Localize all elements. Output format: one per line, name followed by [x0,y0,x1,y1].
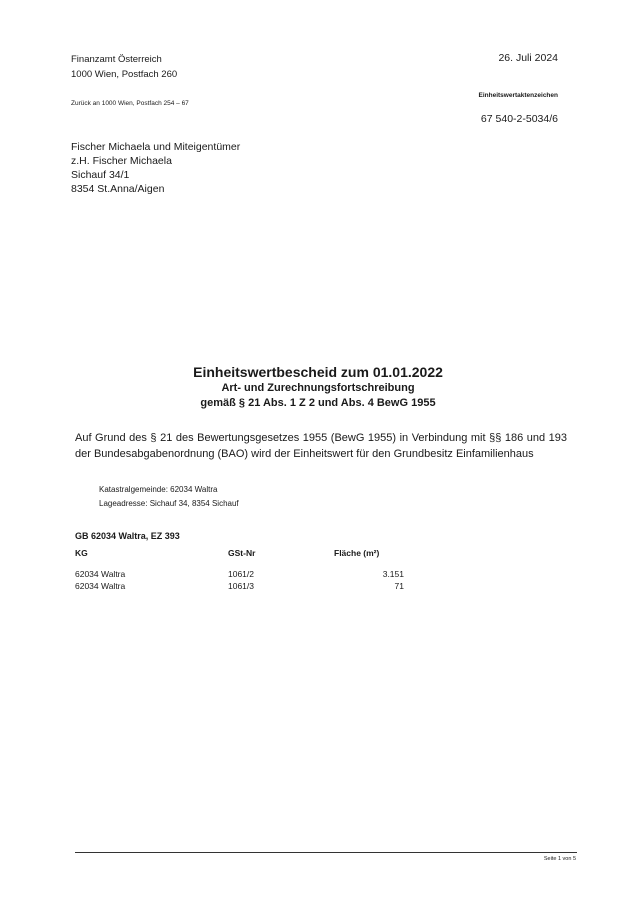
sender-name: Finanzamt Österreich [71,54,162,65]
document-date: 26. Juli 2024 [498,52,558,64]
recipient-line-4: 8354 St.Anna/Aigen [71,183,165,195]
lageadresse: Lageadresse: Sichauf 34, 8354 Sichauf [99,499,239,508]
recipient-line-2: z.H. Fischer Michaela [71,155,172,167]
recipient-line-3: Sichauf 34/1 [71,169,130,181]
column-header-kg: KG [75,547,88,558]
parcel-table [75,546,404,592]
table-row [75,580,404,592]
column-header-gst: GSt-Nr [228,547,256,558]
body-paragraph: Auf Grund des § 21 des Bewertungsgesetzes 1955 (BewG 1955) in Verbindung mit §§ 186 und 193 der Bundesabgabenordnung (BAO) wird der Einheitswert für den Grundbesitz Einfamilienhaus [75,432,567,460]
cell-flaeche: 3.151 [382,569,404,579]
cell-flaeche: 71 [394,581,404,591]
parcel-heading: GB 62034 Waltra, EZ 393 [75,531,180,541]
page-number: Seite 1 von 5 [543,856,576,862]
recipient-block [71,140,240,196]
document-subtitle-1: Art- und Zurechnungsfortschreibung [221,382,415,394]
reference-caption: Einheitswertaktenzeichen [478,92,558,99]
table-row [75,568,404,580]
return-address: Zurück an 1000 Wien, Postfach 254 – 67 [71,100,189,107]
sender-block [71,52,177,82]
document-subtitle-2: gemäß § 21 Abs. 1 Z 2 und Abs. 4 BewG 1955 [200,397,436,409]
cell-kg: 62034 Waltra [75,569,126,579]
katastralgemeinde: Katastralgemeinde: 62034 Waltra [99,485,218,494]
sender-address: 1000 Wien, Postfach 260 [71,69,178,80]
cell-gst: 1061/3 [228,581,254,591]
document-title: Einheitswertbescheid zum 01.01.2022 [193,364,443,380]
property-details [99,483,239,511]
reference-number: 67 540-2-5034/6 [480,113,558,125]
column-header-flaeche: Fläche (m²) [334,547,380,558]
cell-gst: 1061/2 [228,569,254,579]
document-title-block [0,363,636,411]
recipient-line-1: Fischer Michaela und Miteigentümer [71,141,241,153]
footer-divider [75,852,577,853]
cell-kg: 62034 Waltra [75,581,126,591]
